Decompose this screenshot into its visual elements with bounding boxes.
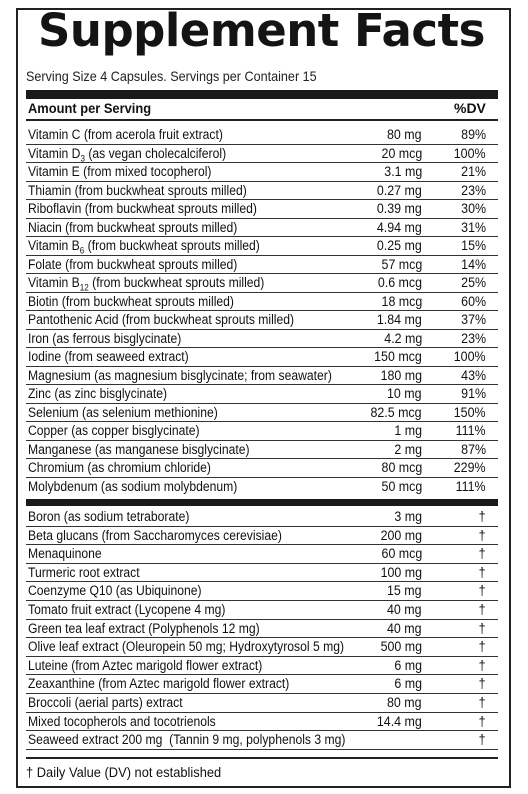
table-row (26, 256, 498, 275)
ingredient-name: Pantothenic Acid (from buckwheat sprouts milled) (28, 312, 295, 327)
ingredient-name: Boron (as sodium tetraborate) (28, 509, 190, 524)
ingredient-daily-value: 100% (454, 349, 486, 364)
ingredient-name: Turmeric root extract (28, 564, 140, 580)
table-row (26, 478, 498, 497)
ingredient-daily-value: 15% (461, 238, 486, 253)
divider-header (26, 119, 498, 121)
serving-info: Serving Size 4 Capsules. Servings per Container 15 (26, 68, 317, 84)
ingredient-name: Chromium (as chromium chloride) (28, 460, 211, 475)
table-row (26, 404, 498, 423)
ingredient-daily-value: 25% (461, 275, 486, 290)
table-row (26, 200, 498, 219)
ingredient-daily-value: 100% (454, 145, 486, 161)
ingredient-daily-value: † (479, 564, 486, 580)
ingredient-daily-value: 150% (454, 404, 486, 420)
table-row (26, 182, 498, 201)
ingredient-amount: 6 mg (394, 676, 422, 692)
ingredient-amount: 15 mg (387, 583, 422, 599)
amount-per-serving-header: Amount per Serving (28, 100, 152, 116)
table-row (26, 694, 498, 713)
ingredient-name: Tomato fruit extract (Lycopene 4 mg) (28, 601, 226, 617)
ingredient-daily-value: 111% (456, 423, 486, 438)
ingredient-name: Manganese (as manganese bisglycinate) (28, 441, 250, 457)
ingredient-amount: 0.25 mg (377, 238, 422, 253)
ingredient-amount: 200 mg (380, 527, 422, 543)
ingredient-name-part: Vitamin B (28, 238, 80, 253)
ingredient-name: Biotin (from buckwheat sprouts milled) (28, 293, 234, 309)
ingredient-name: Green tea leaf extract (Polyphenols 12 mg) (28, 620, 260, 636)
table-row (26, 441, 498, 460)
ingredient-amount: 80 mg (387, 127, 422, 142)
ingredient-name: Molybdenum (as sodium molybdenum) (28, 478, 238, 494)
divider-thick-middle (26, 499, 498, 506)
ingredient-name: Iodine (from seaweed extract) (28, 349, 189, 364)
table-row (26, 163, 498, 182)
ingredient-daily-value: † (479, 527, 486, 543)
ingredient-amount: 82.5 mcg (370, 404, 422, 420)
ingredient-name: Seaweed extract 200 mg (Tannin 9 mg, polyphenols 3 mg) (28, 732, 346, 748)
ingredient-daily-value: 30% (461, 201, 486, 216)
ingredient-daily-value: † (479, 676, 486, 692)
ingredient-name: Menaquinone (28, 546, 102, 562)
dv-header: %DV (454, 100, 486, 116)
ingredient-daily-value: † (479, 694, 486, 710)
ingredient-amount: 150 mcg (374, 349, 422, 364)
ingredient-amount: 50 mcg (381, 478, 422, 494)
ingredient-amount: 57 mcg (381, 256, 422, 272)
table-row (26, 330, 498, 349)
table-row (26, 219, 498, 238)
ingredient-daily-value: 21% (461, 164, 486, 179)
ingredient-daily-value: 111% (456, 478, 486, 494)
other-ingredients-list (26, 508, 498, 750)
ingredient-daily-value: † (479, 620, 486, 636)
ingredient-daily-value: 37% (461, 312, 486, 327)
ingredient-name-part: (as vegan cholecalciferol) (84, 145, 227, 161)
table-row (26, 126, 498, 145)
table-row (26, 367, 498, 386)
ingredient-daily-value: † (479, 546, 486, 562)
ingredient-amount: 3 mg (394, 509, 422, 524)
ingredient-name-part: Vitamin B (28, 275, 80, 290)
ingredient-daily-value: † (479, 583, 486, 599)
table-row (26, 422, 498, 441)
ingredient-amount: 2 mg (394, 441, 422, 457)
ingredient-daily-value: 89% (461, 127, 486, 142)
ingredient-daily-value: 31% (461, 219, 486, 235)
ingredient-name: Coenzyme Q10 (as Ubiquinone) (28, 583, 202, 599)
table-row (26, 145, 498, 164)
ingredient-amount: 500 mg (380, 639, 422, 655)
table-row (26, 657, 498, 676)
ingredient-amount: 1.84 mg (377, 312, 422, 327)
table-row (26, 508, 498, 527)
ingredient-name: Selenium (as selenium methionine) (28, 404, 218, 420)
ingredient-name: Zeaxanthine (from Aztec marigold flower extract) (28, 676, 290, 692)
table-row (26, 620, 498, 639)
ingredient-amount: 6 mg (394, 657, 422, 673)
ingredient-amount: 60 mcg (381, 546, 422, 562)
table-row (26, 311, 498, 330)
ingredient-name (28, 237, 260, 255)
ingredient-name-subscript: 3 (80, 153, 85, 164)
ingredient-daily-value: † (479, 601, 486, 617)
ingredient-name: Luteine (from Aztec marigold flower extract) (28, 657, 263, 673)
ingredient-daily-value: 229% (454, 460, 486, 475)
ingredient-amount: 80 mcg (381, 460, 422, 475)
ingredient-amount: 10 mg (387, 386, 422, 401)
ingredient-daily-value: † (479, 639, 486, 655)
table-row (26, 293, 498, 312)
table-row (26, 638, 498, 657)
table-row (26, 731, 498, 750)
ingredient-amount: 14.4 mg (377, 713, 422, 729)
ingredient-name: Riboflavin (from buckwheat sprouts milled) (28, 201, 257, 216)
ingredient-name: Thiamin (from buckwheat sprouts milled) (28, 182, 247, 198)
ingredient-name-part: (from buckwheat sprouts milled) (88, 275, 265, 290)
ingredient-name: Magnesium (as magnesium bisglycinate; from seawater) (28, 367, 332, 383)
ingredient-name: Broccoli (aerial parts) extract (28, 694, 183, 710)
page-title: Supplement Facts (38, 4, 485, 57)
ingredient-daily-value: 91% (461, 386, 486, 401)
ingredient-daily-value: 60% (461, 293, 486, 309)
ingredient-name-part: Vitamin D (28, 145, 81, 161)
table-row (26, 601, 498, 620)
ingredient-amount: 0.6 mcg (377, 275, 422, 290)
ingredient-daily-value: 87% (461, 441, 486, 457)
ingredient-daily-value: † (479, 732, 486, 748)
ingredient-name: Olive leaf extract (Oleuropein 50 mg; Hydroxytyrosol 5 mg) (28, 639, 345, 655)
ingredient-name (28, 274, 264, 292)
table-row (26, 385, 498, 404)
ingredient-amount: 40 mg (387, 620, 422, 636)
ingredient-amount: 40 mg (387, 601, 422, 617)
ingredient-amount: 100 mg (380, 564, 422, 580)
ingredient-name: Zinc (as zinc bisglycinate) (28, 386, 168, 401)
table-row (26, 545, 498, 564)
ingredient-amount: 4.2 mg (384, 330, 422, 346)
ingredient-name: Beta glucans (from Saccharomyces cerevisiae) (28, 527, 282, 543)
ingredient-amount: 0.27 mg (377, 182, 422, 198)
ingredient-amount: 18 mcg (381, 293, 422, 309)
ingredient-daily-value: 14% (461, 256, 486, 272)
ingredient-name: Folate (from buckwheat sprouts milled) (28, 256, 238, 272)
ingredient-name: Vitamin C (from acerola fruit extract) (28, 127, 223, 142)
ingredient-amount: 20 mcg (381, 145, 422, 161)
ingredient-daily-value: 43% (461, 367, 486, 383)
ingredient-daily-value: † (479, 713, 486, 729)
ingredient-amount: 4.94 mg (377, 219, 422, 235)
ingredient-name-subscript: 12 (79, 282, 89, 293)
ingredient-daily-value: † (479, 509, 486, 524)
table-row (26, 237, 498, 256)
ingredient-name: Mixed tocopherols and tocotrienols (28, 713, 216, 729)
ingredient-name-subscript: 6 (79, 245, 85, 256)
ingredient-amount: 3.1 mg (384, 164, 422, 179)
ingredient-name: Niacin (from buckwheat sprouts milled) (28, 219, 238, 235)
table-row (26, 459, 498, 478)
ingredient-name-part: (from buckwheat sprouts milled) (84, 238, 260, 253)
table-header (26, 100, 498, 118)
table-row (26, 675, 498, 694)
ingredient-daily-value: 23% (461, 330, 486, 346)
ingredient-amount: 0.39 mg (377, 201, 422, 216)
footnote: † Daily Value (DV) not established (26, 764, 222, 780)
table-row (26, 582, 498, 601)
ingredient-name: Iron (as ferrous bisglycinate) (28, 330, 182, 346)
table-row (26, 564, 498, 583)
ingredient-name: Copper (as copper bisglycinate) (28, 423, 200, 438)
ingredient-amount: 180 mg (380, 367, 422, 383)
ingredient-name: Vitamin E (from mixed tocopherol) (28, 164, 212, 179)
table-row (26, 348, 498, 367)
table-row (26, 527, 498, 546)
table-row (26, 713, 498, 732)
divider-footer (26, 757, 498, 759)
ingredient-daily-value: 23% (461, 182, 486, 198)
divider-thick-top (26, 90, 498, 99)
ingredient-name (28, 145, 226, 163)
ingredient-amount: 80 mg (387, 694, 422, 710)
ingredient-daily-value: † (479, 657, 486, 673)
table-row (26, 274, 498, 293)
ingredient-amount: 1 mg (394, 423, 422, 438)
vitamins-minerals-list (26, 126, 498, 496)
